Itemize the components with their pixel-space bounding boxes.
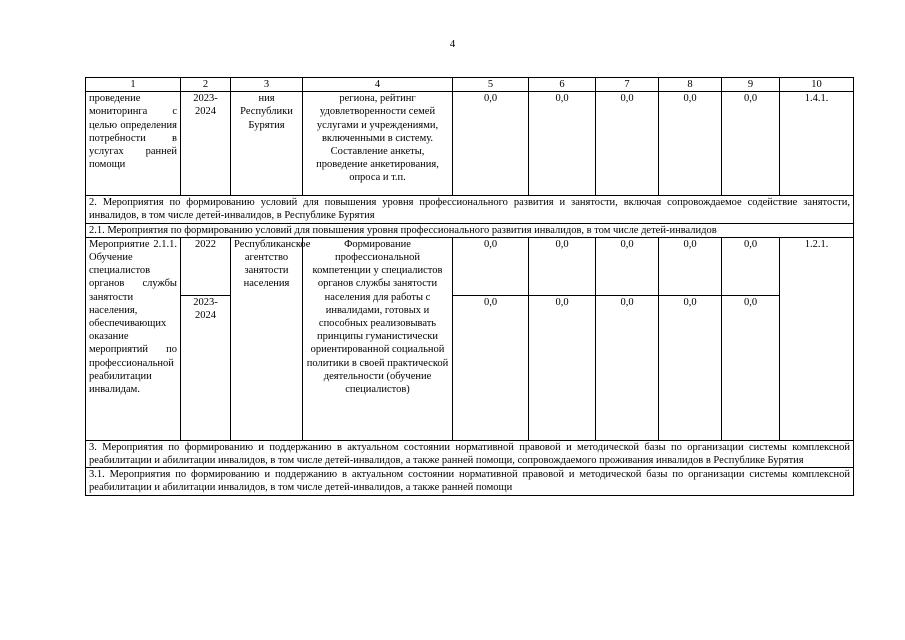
value-cell: 0,0 [453, 295, 529, 440]
value-cell: 0,0 [453, 92, 529, 196]
year-cell: 2023-2024 [181, 295, 231, 440]
header-cell: 4 [303, 78, 453, 92]
page-number: 4 [449, 38, 456, 50]
section-row [86, 440, 854, 467]
header-cell: 3 [231, 78, 303, 92]
value-cell: 0,0 [722, 92, 780, 196]
value-cell: 0,0 [453, 237, 529, 295]
year-cell: 2023-2024 [181, 92, 231, 196]
section-2-heading: 2. Мероприятия по формированию условий для повышения уровня профессионального развития и занятости, включая сопровождаемое содействие занятости, инвалидов, в том числе детей-инвалидов, в Республике Бурятия [86, 196, 854, 223]
section-2-1-heading: 2.1. Мероприятия по формированию условий для повышения уровня профессионального развития инвалидов, в том числе детей-инвалидов [86, 223, 854, 237]
value-cell: 0,0 [529, 295, 596, 440]
header-cell: 6 [529, 78, 596, 92]
result-cell: Формирование профессиональной компетенции у специалистов органов службы занятости населения для работы с инвалидами, готовых и способных реализовывать принципы гуманистически ориентированной социальной политики в своей практической деятельности (обучение специалистов) [303, 237, 453, 440]
value-cell: 0,0 [529, 92, 596, 196]
indicator-cell: 1.2.1. [780, 237, 854, 440]
header-cell: 1 [86, 78, 181, 92]
measures-table [85, 77, 854, 496]
section-row [86, 196, 854, 223]
header-cell: 7 [596, 78, 659, 92]
header-cell: 10 [780, 78, 854, 92]
value-cell: 0,0 [596, 237, 659, 295]
section-3-1-heading: 3.1. Мероприятия по формированию и поддержанию в актуальном состоянии нормативной правовой и методической базы по организации системы комплексной реабилитации и абилитации инвалидов, в том числе детей-инвалидов, а также ранней помощи [86, 468, 854, 495]
executor-cell: ния Республики Бурятия [231, 92, 303, 196]
section-row [86, 223, 854, 237]
value-cell: 0,0 [722, 295, 780, 440]
table-row [86, 92, 854, 196]
value-cell: 0,0 [659, 92, 722, 196]
section-row [86, 468, 854, 495]
year-cell: 2022 [181, 237, 231, 295]
executor-cell: Республиканское агентство занятости населения [231, 237, 303, 440]
table-header-row [86, 78, 854, 92]
header-cell: 2 [181, 78, 231, 92]
measure-name-cell: проведение мониторинга с целью определения потребности в услугах ранней помощи [86, 92, 181, 196]
measure-name-cell: Мероприятие 2.1.1. Обучение специалистов органов службы занятости населения, обеспечивающих оказание мероприятий по профессиональной реабилитации инвалидам. [86, 237, 181, 440]
value-cell: 0,0 [722, 237, 780, 295]
indicator-cell: 1.4.1. [780, 92, 854, 196]
table-row [86, 295, 854, 440]
header-cell: 8 [659, 78, 722, 92]
header-cell: 9 [722, 78, 780, 92]
value-cell: 0,0 [596, 295, 659, 440]
header-cell: 5 [453, 78, 529, 92]
value-cell: 0,0 [659, 237, 722, 295]
table-row [86, 237, 854, 295]
value-cell: 0,0 [529, 237, 596, 295]
result-cell: региона, рейтинг удовлетворенности семей услугами и учреждениями, включенными в систему. Составление анкеты, проведение анкетирования, опроса и т.п. [303, 92, 453, 196]
section-3-heading: 3. Мероприятия по формированию и поддержанию в актуальном состоянии нормативной правовой и методической базы по организации системы комплексной реабилитации и абилитации инвалидов, в том числе детей-инвалидов, а также ранней помощи, сопровождаемого проживания инвалидов в Республике Бурятия [86, 440, 854, 467]
value-cell: 0,0 [596, 92, 659, 196]
value-cell: 0,0 [659, 295, 722, 440]
